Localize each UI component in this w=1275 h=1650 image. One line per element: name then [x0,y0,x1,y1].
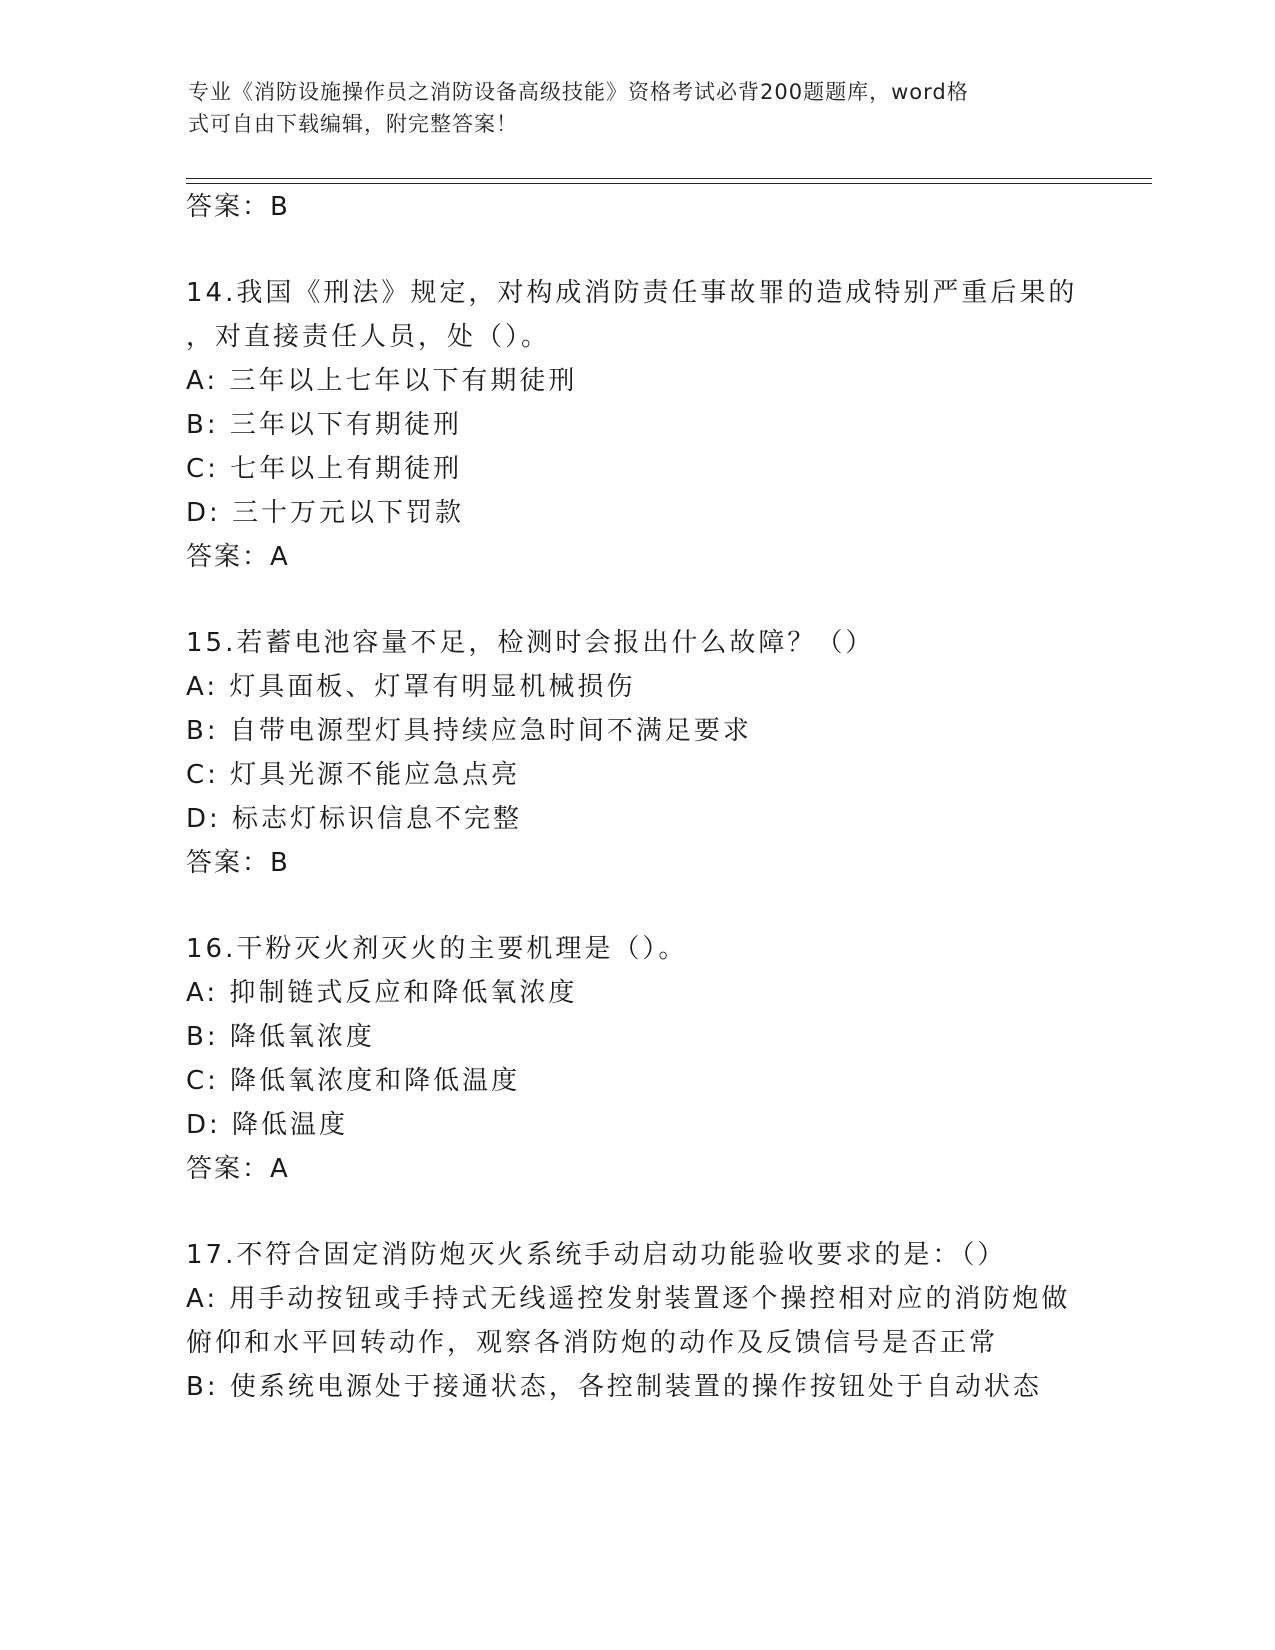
q17-option-a-line-1: A: 用手动按钮或手持式无线遥控发射装置逐个操控相对应的消防炮做 [186,1284,1071,1314]
q15-option-a: A: 灯具面板、灯罩有明显机械损伤 [186,672,636,702]
q17-option-b: B: 使系统电源处于接通状态，各控制装置的操作按钮处于自动状态 [186,1372,1042,1402]
q17-stem-line-1: 17.不符合固定消防炮灭火系统手动启动功能验收要求的是：（） [186,1240,1007,1270]
q16-option-d: D: 降低温度 [186,1110,349,1140]
q16-option-b: B: 降低氧浓度 [186,1022,375,1052]
header-divider [186,178,1152,184]
q14-option-a: A: 三年以上七年以下有期徒刑 [186,366,578,396]
q14-option-c: C: 七年以上有期徒刑 [186,454,463,484]
q15-stem-line-1: 15.若蓄电池容量不足，检测时会报出什么故障？（） [186,628,875,658]
q16-option-c: C: 降低氧浓度和降低温度 [186,1066,521,1096]
q14-stem-line-2: ，对直接责任人员，处（）。 [186,322,551,352]
q15-answer: 答案：B [186,848,290,878]
q14-option-d: D: 三十万元以下罚款 [186,498,465,528]
q17-option-a-line-2: 俯仰和水平回转动作，观察各消防炮的动作及反馈信号是否正常 [186,1328,999,1358]
q14-stem-line-1: 14.我国《刑法》规定，对构成消防责任事故罪的造成特别严重后果的 [186,278,1078,308]
q15-option-d: D: 标志灯标识信息不完整 [186,804,523,834]
header-line-2: 式可自由下载编辑，附完整答案！ [188,112,518,136]
header-line-1: 专业《消防设施操作员之消防设备高级技能》资格考试必背200题题库，word格 [188,80,969,104]
q15-option-c: C: 灯具光源不能应急点亮 [186,760,521,790]
answer-13: 答案：B [186,192,290,222]
q15-option-b: B: 自带电源型灯具持续应急时间不满足要求 [186,716,752,746]
q14-answer: 答案：A [186,542,290,572]
q14-option-b: B: 三年以下有期徒刑 [186,410,462,440]
q16-stem-line-1: 16.干粉灭火剂灭火的主要机理是（）。 [186,934,688,964]
document-header [188,76,1088,140]
q16-option-a: A: 抑制链式反应和降低氧浓度 [186,978,578,1008]
q16-answer: 答案：A [186,1154,290,1184]
